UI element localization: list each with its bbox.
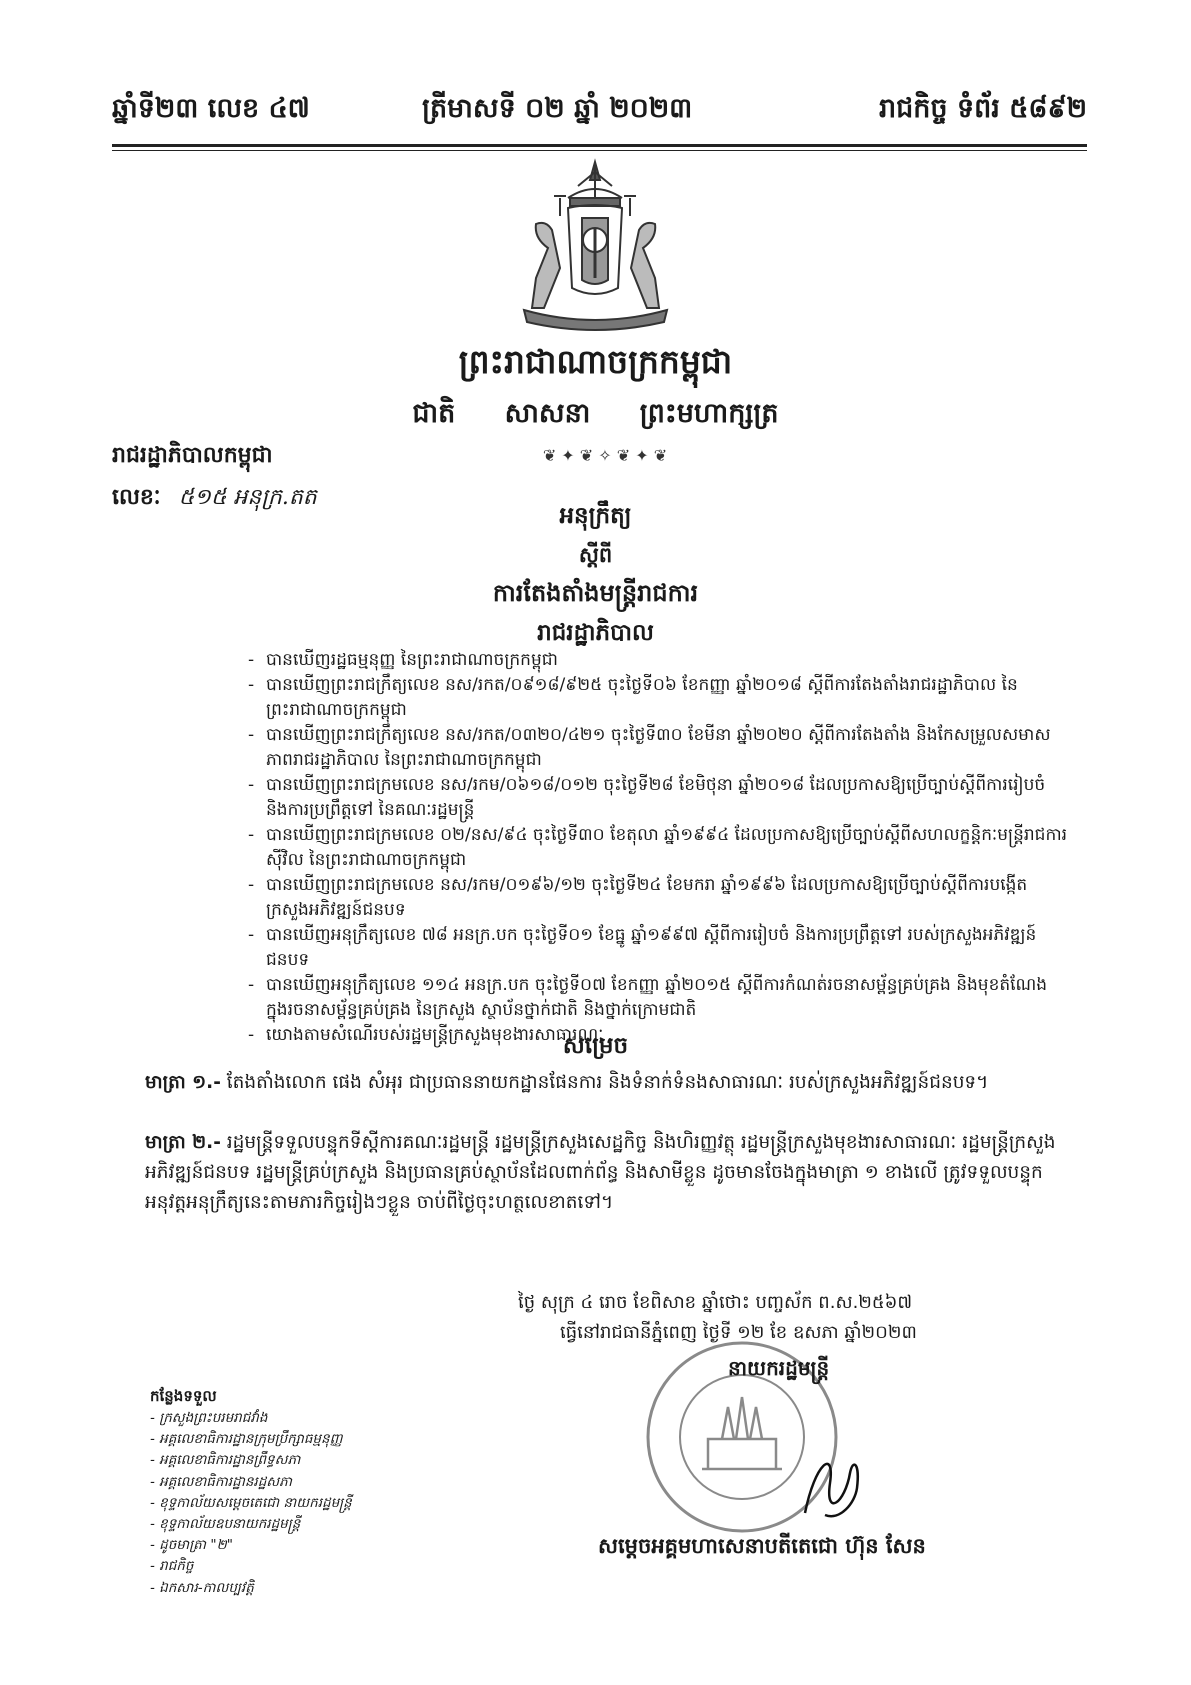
signature-icon [795,1443,870,1528]
recipients-title: កន្លែងទទួល [150,1387,217,1405]
recital-item: - យោងតាមសំណើរបស់រដ្ឋមន្ត្រីក្រសួងមុខងារសាធារណៈ [248,1023,1068,1048]
kingdom-motto: ជាតិ សាសនា ព្រះមហាក្សត្រ [412,398,779,429]
header-rule-thick [112,144,1087,147]
gazette-year-issue: ឆ្នាំទី២៣ លេខ ៤៧ [112,93,310,124]
recital-item: - បានឃើញព្រះរាជក្រឹត្យលេខ នស/រកត/០៩១៨/៩២៥ ចុះថ្ងៃទី០៦ ខែកញ្ញា ឆ្នាំ២០១៨ ស្ដីពីការតែងតាំងរាជរដ្ឋាភិបាល នៃព្រះរាជាណាចក្រកម្ពុជា [248,673,1068,723]
document-type: អនុក្រឹត្យ [559,503,632,529]
recital-item: - បានឃើញអនុក្រឹត្យលេខ ៧៨ អនក្រ.បក ចុះថ្ងៃទី០១ ខែធ្នូ ឆ្នាំ១៩៩៧ ស្ដីពីការរៀបចំ និងការប្រព្រឹត្តទៅ របស់ក្រសួងអភិវឌ្ឍន៍ជនបទ [248,923,1068,973]
article-2 [145,1128,1075,1218]
reference-label: លេខៈ [112,485,161,510]
article-1 [145,1068,1075,1098]
recital-item: - បានឃើញព្រះរាជក្រឹត្យលេខ នស/រកត/០៣២០/៤២១ ចុះថ្ងៃទី៣០ ខែមីនា ឆ្នាំ២០២០ ស្ដីពីការតែងតាំង និងកែសម្រួលសមាសភាពរាជរដ្ឋាភិបាល នៃព្រះរាជាណាចក្រកម្ពុជា [248,723,1068,773]
gazette-page-number: រាជកិច្ច ទំព័រ ៥៨៩២ [879,93,1087,124]
article-2-label: មាត្រា ២.- [145,1132,221,1153]
recipients-list [150,1408,352,1599]
recipient-item: - ខុទ្ទកាល័យសម្ដេចតេជោ នាយករដ្ឋមន្ត្រី [150,1493,352,1514]
recital-item: - បានឃើញអនុក្រឹត្យលេខ ១១៤ អនក្រ.បក ចុះថ្ងៃទី០៧ ខែកញ្ញា ឆ្នាំ២០១៥ ស្ដីពីការកំណត់រចនាសម្ព័ន្ធគ្រប់គ្រង និងមុខតំណែងក្នុងរចនាសម្ព័ន្ធគ្រប់គ្រង នៃក្រសួង ស្ថាប័នថ្នាក់ជាតិ និងថ្នាក់ក្រោមជាតិ [248,973,1068,1023]
kingdom-name: ព្រះរាជាណាចក្រកម្ពុជា [458,342,733,381]
recital-item: - បានឃើញព្រះរាជក្រមលេខ ០២/នស/៩៤ ចុះថ្ងៃទី៣០ ខែតុលា ឆ្នាំ១៩៩៤ ដែលប្រកាសឱ្យប្រើច្បាប់ស្ដីពីសហលក្ខន្តិកៈមន្ត្រីរាជការស៊ីវិល នៃព្រះរាជាណាចក្រកម្ពុជា [248,823,1068,873]
recital-item: - បានឃើញរដ្ឋធម្មនុញ្ញ នៃព្រះរាជាណាចក្រកម្ពុជា [248,648,1068,673]
solar-date: ធ្វើនៅរាជធានីភ្នំពេញ ថ្ងៃទី ១២ ខែ ឧសភា ឆ្នាំ២០២៣ [560,1322,917,1343]
article-1-text: តែងតាំងលោក ផេង សំអុរ ជាប្រធាននាយកដ្ឋានផែនការ និងទំនាក់ទំនងសាធារណៈ របស់ក្រសួងអភិវឌ្ឍន៍ជនបទ។ [226,1072,989,1093]
recipient-item: - ខុទ្ទកាល័យឧបនាយករដ្ឋមន្ត្រី [150,1514,352,1535]
recipient-item: - ឯកសារ-កាលប្បវត្តិ [150,1578,352,1599]
royal-coat-of-arms-icon [508,158,683,338]
recitals-list [248,648,1068,1048]
lunar-date: ថ្ងៃ សុក្រ ៤ រោច ខែពិសាខ ឆ្នាំថោះ បញ្ចស័ក ព.ស.២៥៦៧ [518,1292,913,1313]
ornament-divider-icon: ❦ ✦ ❦ ✧ ❦ ✦ ❦ [542,446,668,465]
recipient-item: - អគ្គលេខាធិការដ្ឋានក្រុមប្រឹក្សាធម្មនុញ្ញ [150,1429,352,1450]
document-subject: ការតែងតាំងមន្ត្រីរាជការ [492,579,699,607]
authority-heading: រាជរដ្ឋាភិបាល [537,620,654,646]
document-about: ស្ដីពី [578,543,613,567]
signatory-name: សម្ដេចអគ្គមហាសេនាបតីតេជោ ហ៊ុន សែន [598,1534,926,1558]
article-2-text: រដ្ឋមន្ត្រីទទួលបន្ទុកទីស្ដីការគណៈរដ្ឋមន្ត្រី រដ្ឋមន្ត្រីក្រសួងសេដ្ឋកិច្ច និងហិរញ្ញវត្ថុ រដ្ឋមន្ត្រីក្រសួងមុខងារសាធារណៈ រដ្ឋមន្ត្រីក្រសួងអភិវឌ្ឍន៍ជនបទ រដ្ឋមន្ត្រីគ្រប់ក្រសួង និងប្រធានគ្រប់ស្ថាប័នដែលពាក់ព័ន្ធ និងសាមីខ្លួន ដូចមានចែងក្នុងមាត្រា ១ ខាងលើ ត្រូវទទួលបន្ទុកអនុវត្តអនុក្រឹត្យនេះតាមភារកិច្ចរៀងៗខ្លួន ចាប់ពីថ្ងៃចុះហត្ថលេខាតទៅ។ [145,1132,1056,1213]
gazette-header [112,92,1087,134]
signatory-title: នាយករដ្ឋមន្ត្រី [728,1356,830,1380]
recipient-item: - រាជកិច្ច [150,1556,352,1577]
gazette-quarter: ត្រីមាសទី ០២ ឆ្នាំ ២០២៣ [422,93,693,124]
recipient-item: - អគ្គលេខាធិការដ្ឋានរដ្ឋសភា [150,1472,352,1493]
issuing-government: រាជរដ្ឋាភិបាលកម្ពុជា [112,443,273,468]
article-1-label: មាត្រា ១.- [145,1072,221,1093]
reference-value: ៥១៥ អនុក្រ.តត [178,485,317,510]
recipient-item: - ដូចមាត្រា "២" [150,1535,352,1556]
recital-item: - បានឃើញព្រះរាជក្រមលេខ នស/រកម/០៦១៨/០១២ ចុះថ្ងៃទី២៨ ខែមិថុនា ឆ្នាំ២០១៨ ដែលប្រកាសឱ្យប្រើច្បាប់ស្ដីពីការរៀបចំ និងការប្រព្រឹត្តទៅ នៃគណៈរដ្ឋមន្ត្រី [248,773,1068,823]
recipient-item: - អគ្គលេខាធិការដ្ឋានព្រឹទ្ធសភា [150,1450,352,1471]
recipient-item: - ក្រសួងព្រះបរមរាជវាំង [150,1408,352,1429]
recital-item: - បានឃើញព្រះរាជក្រមលេខ នស/រកម/០១៩៦/១២ ចុះថ្ងៃទី២៤ ខែមករា ឆ្នាំ១៩៩៦ ដែលប្រកាសឱ្យប្រើច្បាប់ស្ដីពីការបង្កើតក្រសួងអភិវឌ្ឍន៍ជនបទ [248,873,1068,923]
header-rule-thin [112,150,1087,151]
decision-heading: សម្រេច [562,1033,629,1059]
